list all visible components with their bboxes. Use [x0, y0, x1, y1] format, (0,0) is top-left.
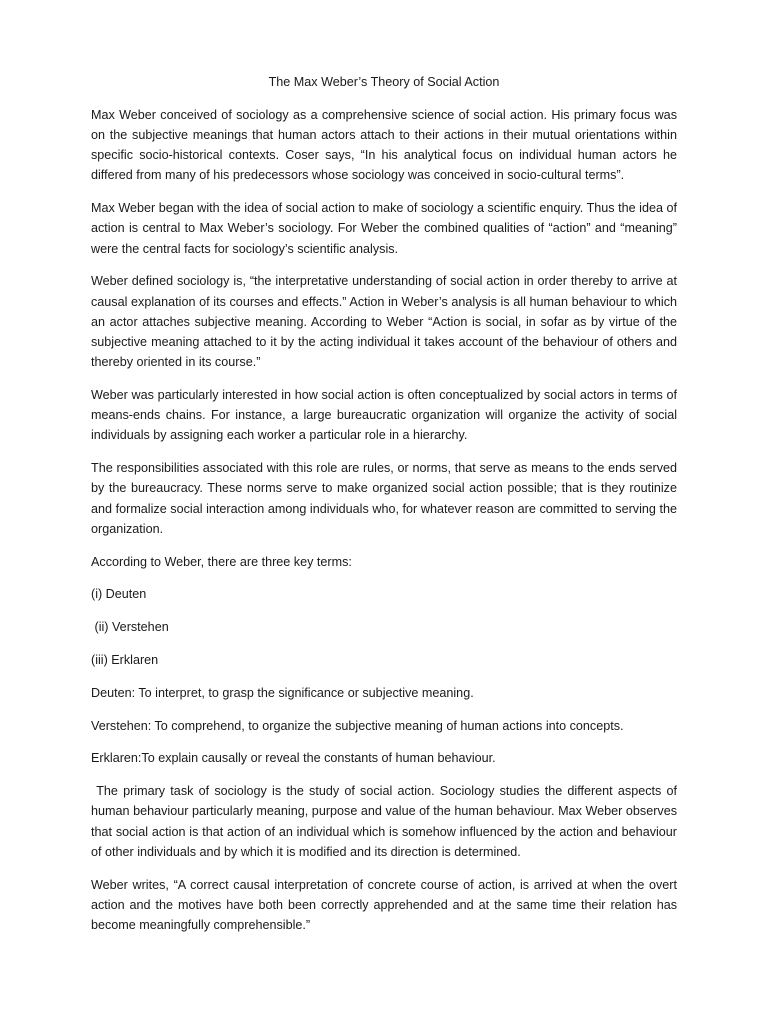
key-term-verstehen: (ii) Verstehen: [91, 620, 169, 635]
paragraph-7: Weber writes, “A correct causal interpretation of concrete course of action, is arrived at when the overt action and the motives have both been correctly apprehended and at the same time their relation has become meaningfully comprehensible.”: [91, 877, 677, 933]
key-term-erklaren: (iii) Erklaren: [91, 653, 159, 668]
paragraph-2: Max Weber began with the idea of social action to make of sociology a scientific enquiry. Thus the idea of action is central to Max Weber’s sociology. For Weber the combined qualities of “action” and “meaning” were the central facts for sociology’s scientific analysis.: [91, 201, 677, 256]
document-title: The Max Weber’s Theory of Social Action: [268, 75, 500, 89]
document-page: [91, 72, 681, 948]
paragraph-5: The responsibilities associated with this role are rules, or norms, that serve as means to the ends served by the bureaucracy. These norms serve to make organized social action possible; that is they routinize and formalize social interaction among individuals who, for whatever reason are committed to serving the organization.: [91, 461, 677, 536]
paragraph-4: Weber was particularly interested in how social action is often conceptualized by social actors in terms of means-ends chains. For instance, a large bureaucratic organization will organize the activity of social individuals by assigning each worker a particular role in a hierarchy.: [91, 388, 677, 443]
paragraph-6: The primary task of sociology is the study of social action. Sociology studies the different aspects of human behaviour particularly meaning, purpose and value of the human behaviour. Max Weber observes that social action is that action of an individual which is somehow influenced by the action and behaviour of other individuals and by which it is modified and its direction is determined.: [91, 784, 681, 859]
key-terms-intro: According to Weber, there are three key terms:: [91, 554, 352, 569]
definition-erklaren: Erklaren:To explain causally or reveal the constants of human behaviour.: [91, 751, 496, 766]
paragraph-3: Weber defined sociology is, “the interpretative understanding of social action in order thereby to arrive at causal explanation of its courses and effects.” Action in Weber’s analysis is all human behaviour to which an actor attaches subjective meaning. According to Weber “Action is social, in sofar as by virtue of the subjective meaning attached to it by the acting individual it takes account of the behaviour of others and thereby oriented in its course.”: [91, 274, 677, 370]
definition-verstehen: Verstehen: To comprehend, to organize the subjective meaning of human actions into concepts.: [91, 718, 624, 733]
paragraph-1: Max Weber conceived of sociology as a comprehensive science of social action. His primary focus was on the subjective meanings that human actors attach to their actions in their mutual orientations within specific socio-historical contexts. Coser says, “In his analytical focus on individual human actors he differed from many of his predecessors whose sociology was conceived in socio-cultural terms”.: [91, 107, 677, 183]
definition-deuten: Deuten: To interpret, to grasp the significance or subjective meaning.: [91, 685, 474, 700]
key-term-deuten: (i) Deuten: [91, 587, 147, 602]
